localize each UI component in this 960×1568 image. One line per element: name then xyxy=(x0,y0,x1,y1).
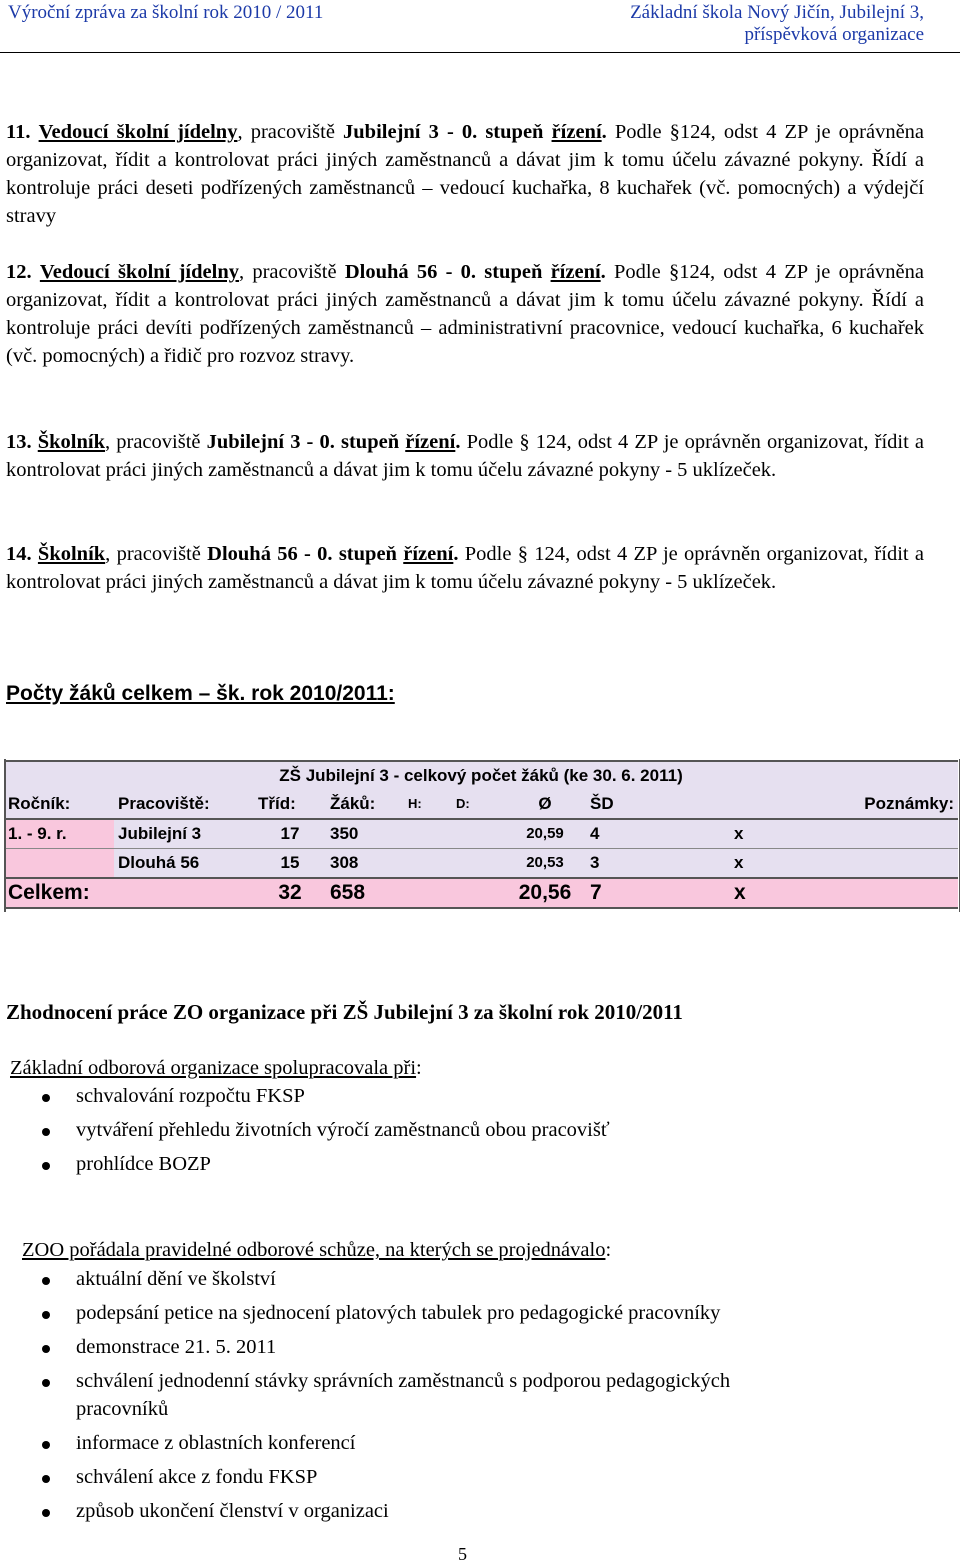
section-title: Počty žáků celkem – šk. rok 2010/2011: xyxy=(6,682,395,705)
cell-trid: 17 xyxy=(254,819,326,849)
school-name xyxy=(504,2,924,46)
cell-x: x xyxy=(730,819,830,849)
item-place-name: Dlouhá 56 - 0. stupeň xyxy=(207,543,397,565)
item-13: 13. Školník, pracoviště Jubilejní 3 - 0. stupeň řízení. Podle § 124, odst 4 ZP je oprávněn organizovat, řídit a kontrolovat práci jiných zaměstnanců a dávat jim k tomu účelu závazné pokyny - 5 uklízeček. xyxy=(6,431,925,481)
total-sd: 7 xyxy=(586,878,678,908)
evaluation-intro-2 xyxy=(22,1236,611,1264)
cell-pracoviste: Dlouhá 56 xyxy=(114,849,254,879)
col-notes: Poznámky: xyxy=(830,790,958,819)
cell-avg: 20,53 xyxy=(504,849,586,879)
bullet-icon xyxy=(42,1311,50,1319)
item-text: Podle §124, odst 4 ZP je oprávněna organizovat, řídit a kontrolovat práci jiných zaměstnanců a dávat jim k tomu účelu závazné pokyny. Řídí a kontroluje práci deseti podřízených zaměstnanců – vedoucí kuchařka, 8 kuchařek (vč. pomocných) a výdejčí stravy xyxy=(6,121,925,227)
item-number: 11. xyxy=(6,121,31,143)
col-d: D: xyxy=(452,790,504,819)
list-item: vytváření přehledu životních výročí zaměstnanců obou pracovišť xyxy=(4,1116,904,1144)
item-role: Školník xyxy=(37,543,106,565)
item-level: řízení xyxy=(403,543,454,565)
cell-avg: 20,59 xyxy=(504,819,586,849)
list-item: podepsání petice na sjednocení platových tabulek pro pedagogické pracovníky xyxy=(4,1299,884,1327)
bullet-icon xyxy=(42,1441,50,1449)
table-title: ZŠ Jubilejní 3 - celkový počet žáků (ke 30. 6. 2011) xyxy=(4,761,958,790)
page-header xyxy=(0,0,960,50)
item-role: Vedoucí školní jídelny xyxy=(39,261,239,283)
cell-trid: 15 xyxy=(254,849,326,879)
item-12: 12. Vedoucí školní jídelny, pracoviště Dlouhá 56 - 0. stupeň řízení. Podle §124, odst 4 ZP je oprávněna organizovat, řídit a kontrolovat práci jiných zaměstnanců a dávat jim k tomu účelu závazné pokyny. Řídí a kontroluje práci devíti podřízených zaměstnanců – administrativní pracovnice, vedoucí kuchařka, 6 kuchařek (vč. pomocných) a řidič pro rozvoz stravy. xyxy=(6,261,924,367)
total-trid: 32 xyxy=(254,878,326,908)
col-h: H: xyxy=(404,790,452,819)
header-rule xyxy=(0,52,960,53)
item-11: 11. Vedoucí školní jídelny, pracoviště Jubilejní 3 - 0. stupeň řízení. Podle §124, odst 4 ZP je oprávněna organizovat, řídit a kontrolovat práci jiných zaměstnanců a dávat jim k tomu účelu závazné pokyny. Řídí a kontroluje práci deseti podřízených zaměstnanců – vedoucí kuchařka, 8 kuchařek (vč. pomocných) a výdejčí stravy xyxy=(6,121,925,227)
table-total-row xyxy=(4,878,958,908)
total-x: x xyxy=(730,878,830,908)
list-item: demonstrace 21. 5. 2011 xyxy=(4,1333,884,1361)
item-number: 14. xyxy=(6,543,32,565)
col-pracoviste: Pracoviště: xyxy=(114,790,254,819)
bullet-icon xyxy=(42,1094,50,1102)
bullet-icon xyxy=(42,1277,50,1285)
item-place-prefix: , pracoviště xyxy=(105,431,207,453)
list-item: schvalování rozpočtu FKSP xyxy=(4,1082,904,1110)
cell-x: x xyxy=(730,849,830,879)
table-title-row xyxy=(4,761,958,790)
table-row xyxy=(4,819,958,849)
item-place-prefix: , pracoviště xyxy=(105,543,208,565)
item-number: 12. xyxy=(6,261,32,283)
item-place-prefix: , pracoviště xyxy=(237,121,344,143)
intro-2-colon: : xyxy=(605,1239,612,1261)
list-item: aktuální dění ve školství xyxy=(4,1265,884,1293)
intro-1-colon: : xyxy=(416,1057,422,1079)
bullet-icon xyxy=(42,1509,50,1517)
list-item: schválení jednodenní stávky správních zaměstnanců s podporou pedagogických pracovníků xyxy=(4,1367,884,1423)
list-item: prohlídce BOZP xyxy=(4,1150,904,1178)
total-zaku: 658 xyxy=(326,878,404,908)
col-sd: ŠD xyxy=(586,790,678,819)
item-number: 13. xyxy=(6,431,32,453)
bullet-icon xyxy=(42,1475,50,1483)
item-place-name: Jubilejní 3 - 0. stupeň xyxy=(206,431,400,453)
bullet-icon xyxy=(42,1162,50,1170)
total-label: Celkem: xyxy=(4,878,254,908)
bullet-icon xyxy=(42,1128,50,1136)
cell-notes xyxy=(830,819,958,849)
item-place-prefix: , pracoviště xyxy=(238,261,345,283)
item-text: Podle § 124, odst 4 ZP je oprávněn organizovat, řídit a kontrolovat práci jiných zaměstnanců a dávat jim k tomu účelu závazné pokyny - 5 uklízeček. xyxy=(6,431,925,481)
item-level: řízení xyxy=(551,121,602,143)
col-avg: Ø xyxy=(504,790,586,819)
cell-rocnik: 1. - 9. r. xyxy=(4,819,114,849)
bullet-icon xyxy=(42,1345,50,1353)
item-text: Podle §124, odst 4 ZP je oprávněna organizovat, řídit a kontrolovat práci jiných zaměstnanců a dávat jim k tomu účelu závazné pokyny. Řídí a kontroluje práci devíti podřízených zaměstnanců – administrativní pracovnice, vedoucí kuchařka, 6 kuchařek (vč. pomocných) a řidič pro rozvoz stravy. xyxy=(6,261,924,367)
col-trid: Tříd: xyxy=(254,790,326,819)
list-item: schválení akce z fondu FKSP xyxy=(4,1463,884,1491)
page-number: 5 xyxy=(458,1544,467,1564)
item-text: Podle § 124, odst 4 ZP je oprávněn organizovat, řídit a kontrolovat práci jiných zaměstnanců a dávat jim k tomu účelu závazné pokyny - 5 uklízeček. xyxy=(6,543,924,593)
pupil-count-table xyxy=(4,760,958,909)
cell-zaku: 350 xyxy=(326,819,404,849)
report-title: Výroční zpráva za školní rok 2010 / 2011 xyxy=(8,2,324,23)
item-role: Vedoucí školní jídelny xyxy=(38,121,238,143)
item-level: řízení xyxy=(405,431,456,453)
school-name-line2: příspěvková organizace xyxy=(744,24,924,45)
cell-sd: 4 xyxy=(586,819,678,849)
cooperation-list xyxy=(4,1082,904,1178)
bullet-icon xyxy=(42,1379,50,1387)
item-place-name: Dlouhá 56 - 0. stupeň xyxy=(344,261,543,283)
cell-notes xyxy=(830,849,958,879)
evaluation-heading: Zhodnocení práce ZO organizace při ZŠ Jubilejní 3 za školní rok 2010/2011 xyxy=(6,1000,683,1024)
item-level: řízení xyxy=(550,261,601,283)
evaluation-intro-1 xyxy=(10,1054,422,1082)
col-zaku: Žáků: xyxy=(326,790,404,819)
item-14: 14. Školník, pracoviště Dlouhá 56 - 0. stupeň řízení. Podle § 124, odst 4 ZP je oprávněn organizovat, řídit a kontrolovat práci jiných zaměstnanců a dávat jim k tomu účelu závazné pokyny - 5 uklízeček. xyxy=(6,543,924,593)
intro-1-text: Základní odborová organizace spolupracovala při xyxy=(10,1057,417,1079)
cell-sd: 3 xyxy=(586,849,678,879)
list-item: způsob ukončení členství v organizaci xyxy=(4,1497,884,1525)
school-name-line1: Základní škola Nový Jičín, Jubilejní 3, xyxy=(630,2,924,23)
cell-zaku: 308 xyxy=(326,849,404,879)
col-rocnik: Ročník: xyxy=(4,790,114,819)
item-role: Školník xyxy=(37,431,105,453)
intro-2-text: ZOO pořádala pravidelné odborové schůze, na kterých se projednávalo xyxy=(22,1239,606,1261)
table-row xyxy=(4,849,958,879)
total-avg: 20,56 xyxy=(504,878,586,908)
list-item: informace z oblastních konferencí xyxy=(4,1429,884,1457)
cell-rocnik xyxy=(4,849,114,879)
table-header-row xyxy=(4,790,958,819)
meeting-topics-list xyxy=(4,1265,884,1525)
cell-pracoviste: Jubilejní 3 xyxy=(114,819,254,849)
item-place-name: Jubilejní 3 - 0. stupeň xyxy=(343,121,544,143)
